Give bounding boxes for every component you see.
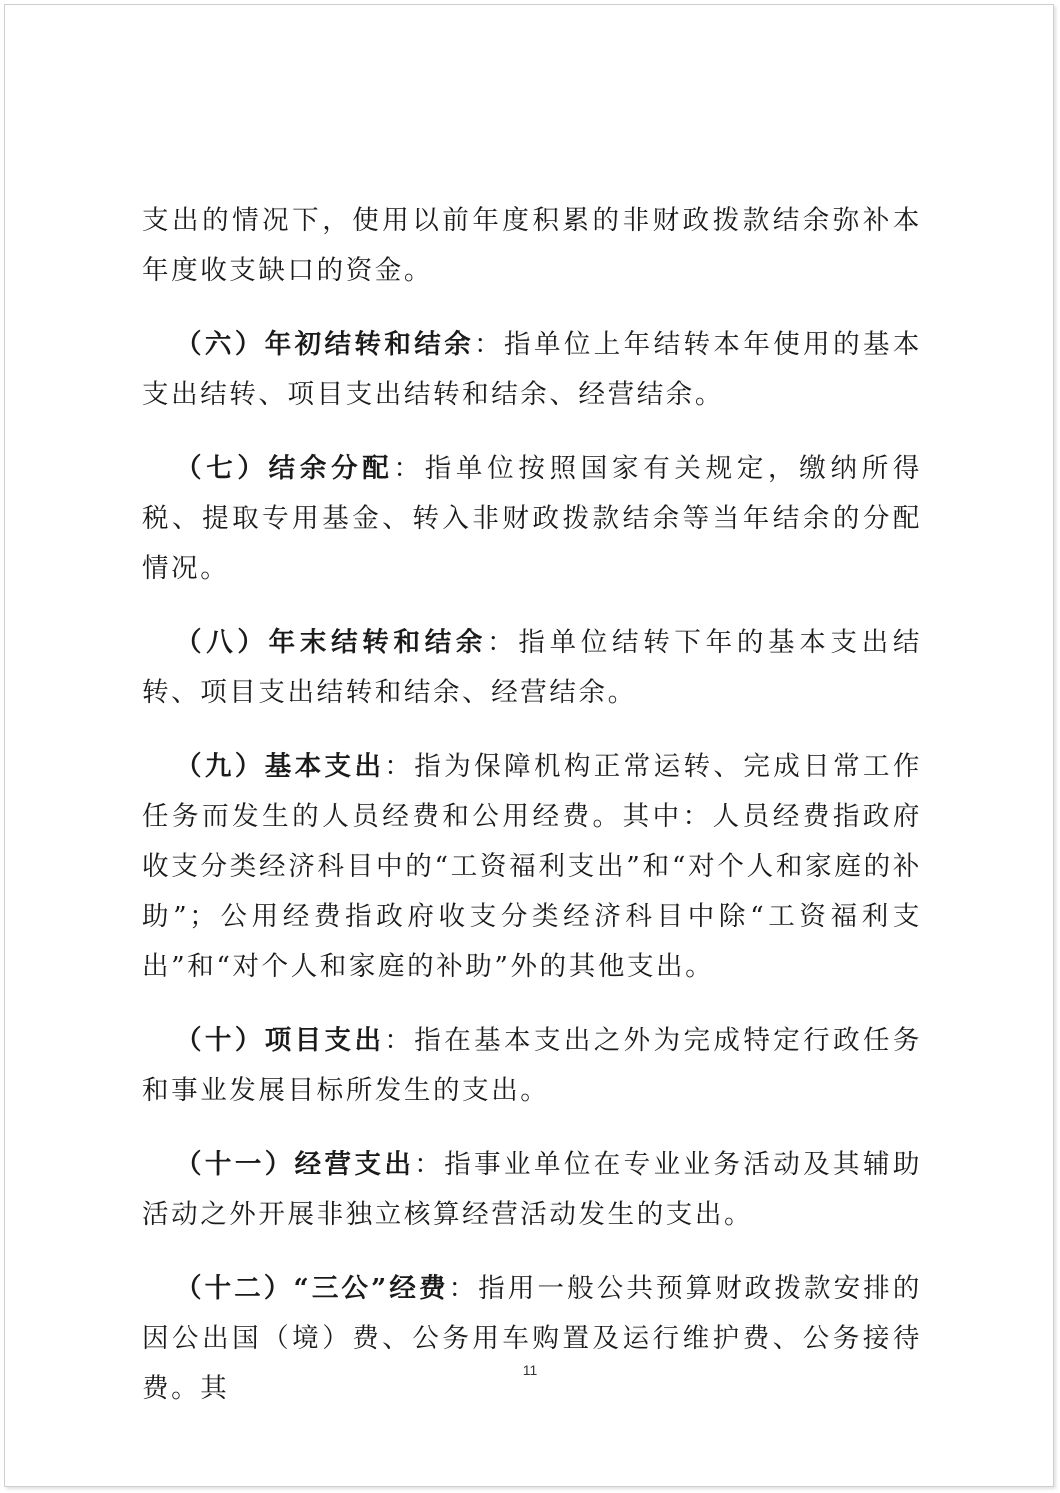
- definition-text: ：指单位按照国家有关规定，缴纳所得税、提取专用基金、转入非财政拨款结余等当年结余的分配情况。: [142, 453, 923, 584]
- paragraph-text: 支出的情况下，使用以前年度积累的非财政拨款结余弥补本年度收支缺口的资金。: [142, 205, 922, 286]
- definition-term: （八）年末结转和结余: [175, 627, 488, 658]
- paragraph-definition-12: [142, 1264, 922, 1414]
- paragraph-definition-9: [142, 742, 922, 992]
- definition-text: ：指单位上年结转本年使用的基本支出结转、项目支出结转和结余、经营结余。: [142, 329, 922, 410]
- definition-text: ：指单位结转下年的基本支出结转、项目支出结转和结余、经营结余。: [142, 627, 923, 708]
- definition-term: （六）年初结转和结余: [175, 329, 475, 360]
- paragraph-definition-8: [142, 618, 922, 718]
- definition-text: ：指事业单位在专业业务活动及其辅助活动之外开展非独立核算经营活动发生的支出。: [142, 1149, 922, 1230]
- paragraph-definition-10: [142, 1016, 922, 1116]
- document-body: [142, 196, 922, 1438]
- definition-term: （十）项目支出: [175, 1025, 385, 1056]
- paragraph-definition-11: [142, 1140, 922, 1240]
- paragraph-continuation: [142, 196, 922, 296]
- paragraph-definition-7: [142, 444, 922, 594]
- definition-text: ：指为保障机构正常运转、完成日常工作任务而发生的人员经费和公用经费。其中：人员经费指政府收支分类经济科目中的“工资福利支出”和“对个人和家庭的补助”；公用经费指政府收支分类经济科目中除“工资福利支出”和“对个人和家庭的补助”外的其他支出。: [142, 751, 922, 982]
- paragraph-definition-6: [142, 320, 922, 420]
- definition-term: （九）基本支出: [175, 751, 385, 782]
- definition-term: （七）结余分配: [175, 453, 394, 484]
- definition-text: ：指用一般公共预算财政拨款安排的因公出国（境）费、公务用车购置及运行维护费、公务接待费。其: [142, 1273, 922, 1404]
- definition-text: ：指在基本支出之外为完成特定行政任务和事业发展目标所发生的支出。: [142, 1025, 922, 1106]
- definition-term: （十一）经营支出: [175, 1149, 415, 1180]
- page-number: 11: [522, 1362, 538, 1378]
- definition-term: （十二）“三公”经费: [175, 1273, 449, 1304]
